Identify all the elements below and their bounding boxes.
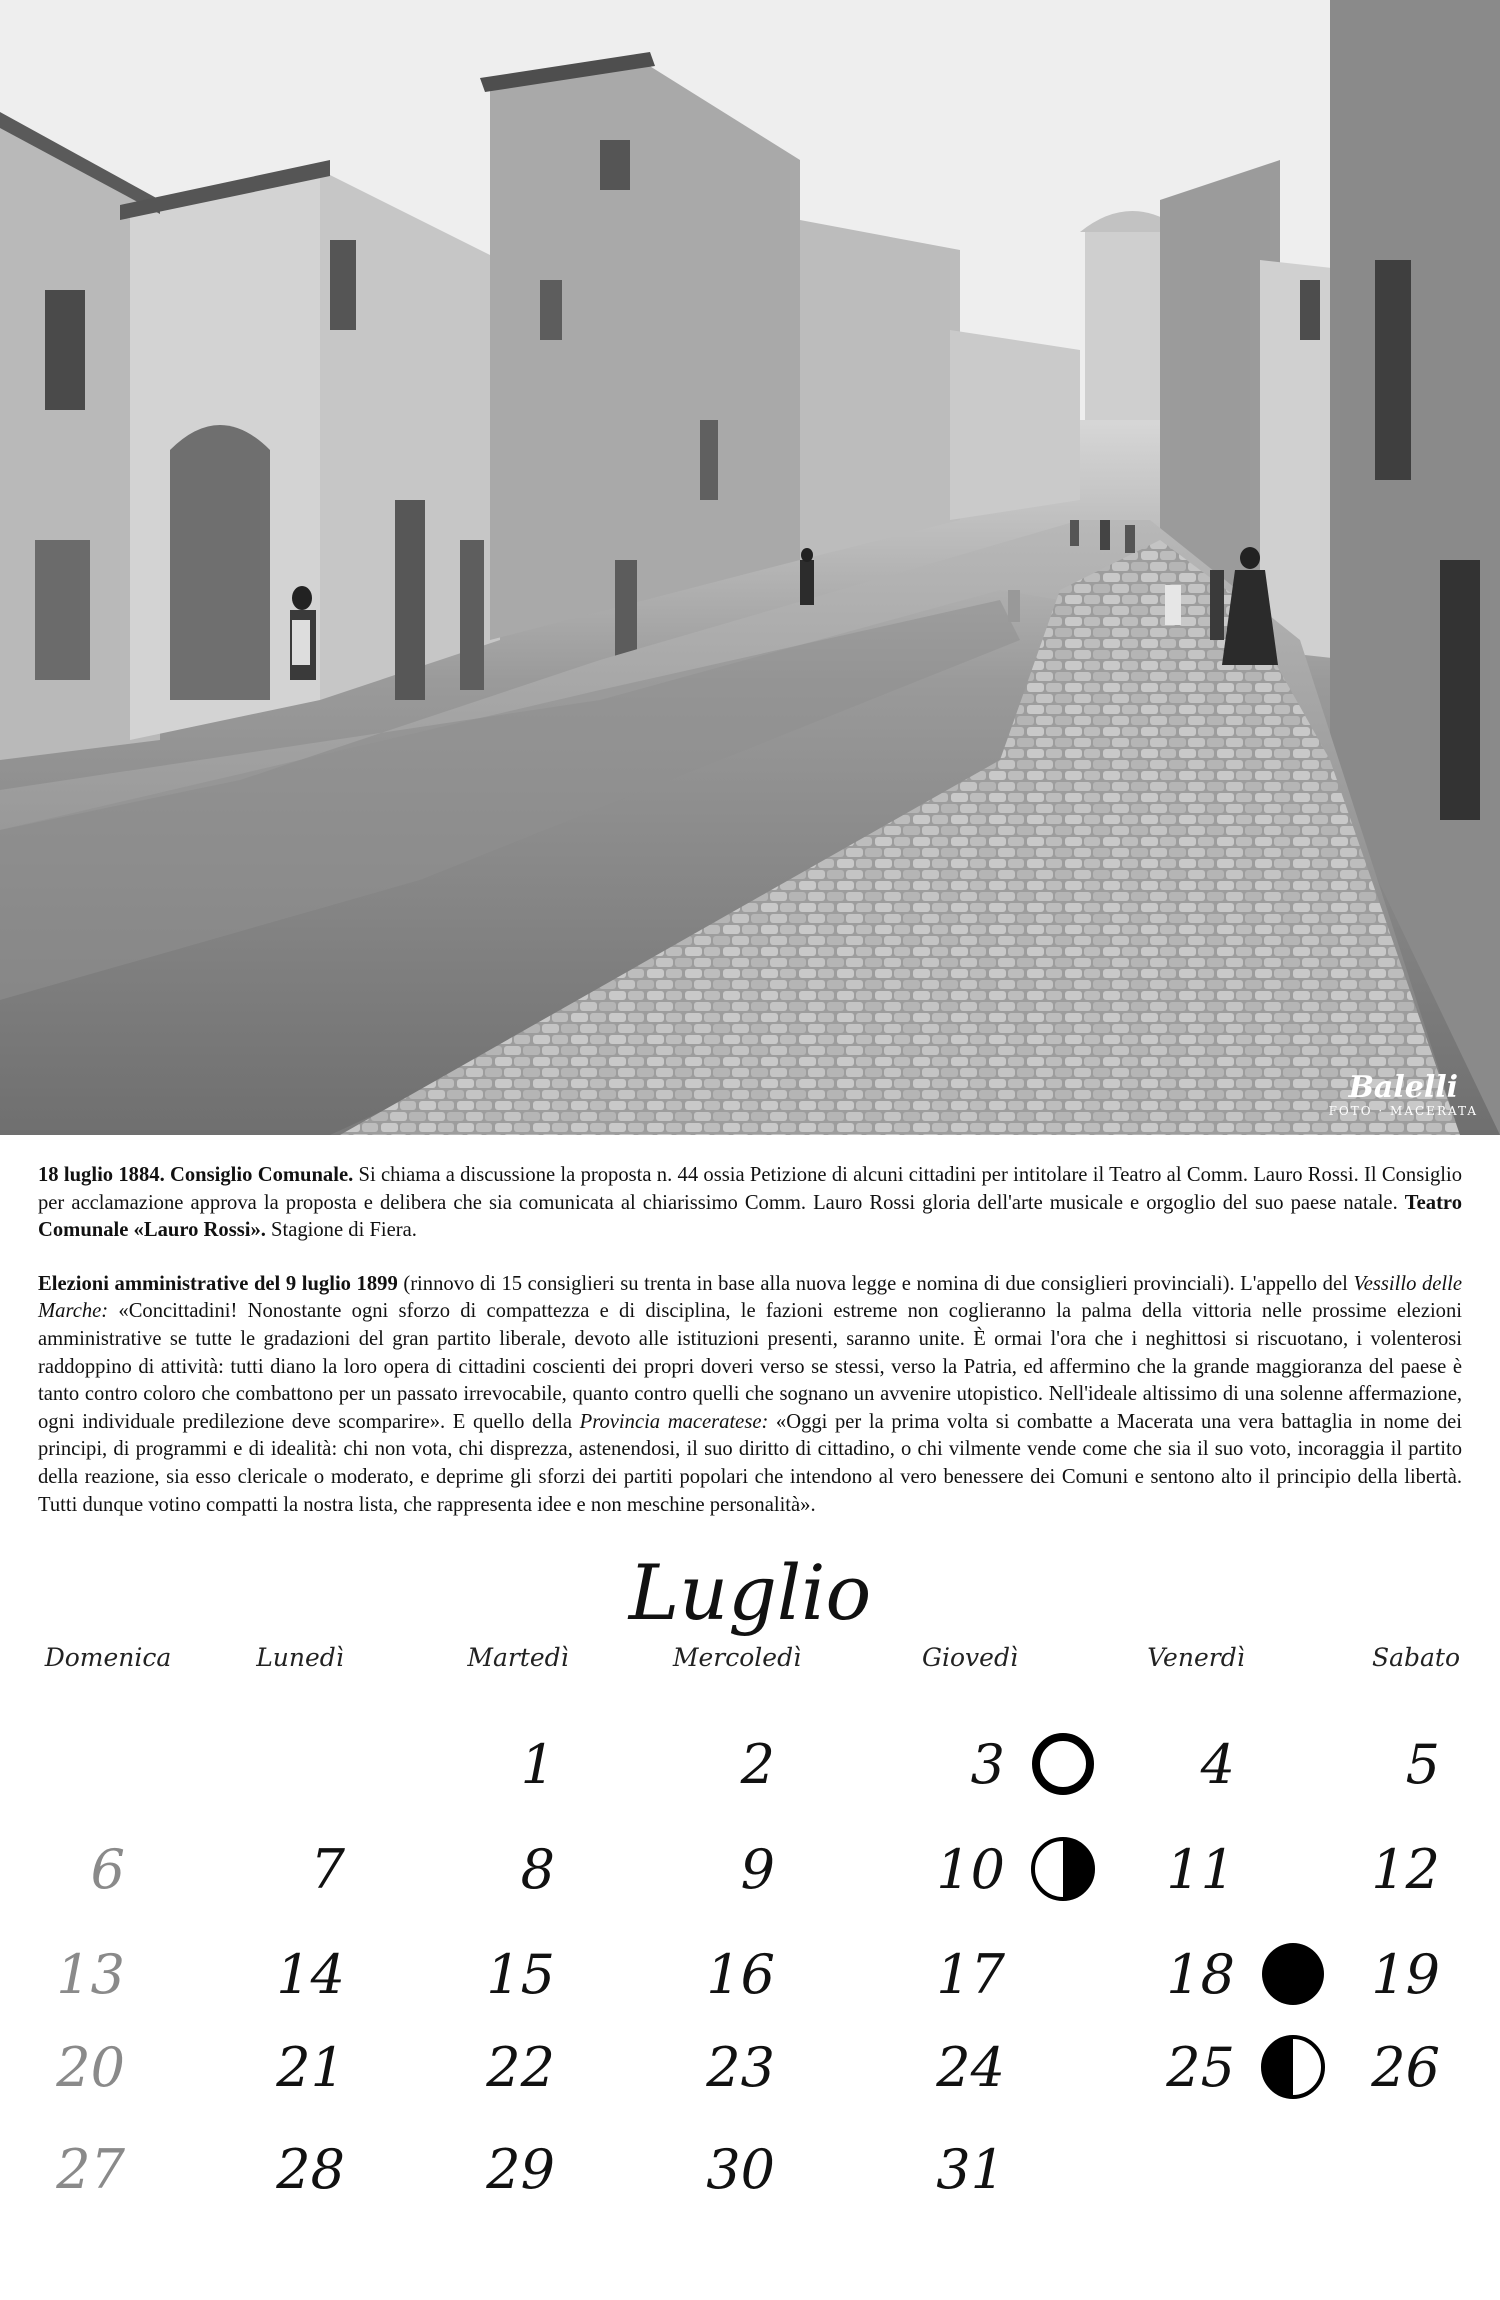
italic-run: Vessillo delle Marche: bbox=[38, 1272, 1462, 1323]
street-photo bbox=[0, 0, 1500, 1135]
paragraph-1899 bbox=[38, 1271, 1462, 1519]
calendar-day-13: 13 bbox=[56, 1943, 125, 2006]
calendar-day-6: 6 bbox=[90, 1838, 125, 1901]
text-run: «Concittadini! Nonostante ogni sforzo di compattezza e di disciplina, le fazioni estreme non coglieranno la palma della vittoria nelle prossime elezioni amministrative se tutte le gradazioni del gran partito liberale, devoto alle istituzioni presenti, saranno unite. È ormai l'ora che i neghittosi si riscuotano, i volenterosi raddoppino di attività: tutti diano la loro opera di cittadini coscienti dei propri doveri verso se stessi, verso la Patria, ed affermino che la grande maggioranza del paese è tanto contro coloro che combattono per un passato irrevocabile, quanto contro quelli che sognano un avvenire utopistico. Nell'ideale altissimo di una solenne affermazione, ogni individuale predilezione deve scomparire». E quello della bbox=[38, 1300, 1462, 1433]
calendar-day-26: 26 bbox=[1371, 2036, 1440, 2099]
weekday-label-6: Sabato bbox=[1371, 1643, 1461, 1672]
first-quarter-icon bbox=[1260, 2034, 1326, 2100]
calendar-day-1: 1 bbox=[520, 1733, 555, 1796]
new-moon-icon bbox=[1260, 1941, 1326, 2007]
calendar-day-21: 21 bbox=[276, 2036, 345, 2099]
calendar-day-11: 11 bbox=[1166, 1838, 1235, 1901]
calendar-day-10: 10 bbox=[936, 1838, 1005, 1901]
calendar-day-20: 20 bbox=[56, 2036, 125, 2099]
weekday-label-5: Venerdì bbox=[1147, 1643, 1245, 1672]
calendar-grid bbox=[0, 1735, 1500, 2275]
calendar-day-7: 7 bbox=[310, 1838, 345, 1901]
calendar-day-30: 30 bbox=[706, 2138, 775, 2201]
weekday-header bbox=[0, 1643, 1500, 1683]
calendar-day-24: 24 bbox=[936, 2036, 1005, 2099]
calendar-day-15: 15 bbox=[486, 1943, 555, 2006]
calendar-day-3: 3 bbox=[970, 1733, 1005, 1796]
calendar-day-31: 31 bbox=[936, 2138, 1005, 2201]
calendar-day-4: 4 bbox=[1200, 1733, 1235, 1796]
calendar-day-25: 25 bbox=[1166, 2036, 1235, 2099]
month-title: Luglio bbox=[628, 1548, 872, 1637]
historical-text bbox=[38, 1162, 1462, 1545]
calendar-day-27: 27 bbox=[56, 2138, 125, 2201]
calendar-day-12: 12 bbox=[1371, 1838, 1440, 1901]
calendar-day-22: 22 bbox=[486, 2036, 555, 2099]
paragraph-1884 bbox=[38, 1162, 1462, 1245]
calendar-day-28: 28 bbox=[276, 2138, 345, 2201]
last-quarter-icon bbox=[1030, 1836, 1096, 1902]
calendar-day-16: 16 bbox=[706, 1943, 775, 2006]
calendar-day-2: 2 bbox=[740, 1733, 775, 1796]
weekday-label-4: Giovedì bbox=[922, 1643, 1018, 1672]
calendar-day-23: 23 bbox=[706, 2036, 775, 2099]
photo-credit bbox=[1328, 1070, 1478, 1119]
calendar-day-5: 5 bbox=[1405, 1733, 1440, 1796]
calendar-day-8: 8 bbox=[520, 1838, 555, 1901]
bold-run: Teatro Comunale «Lauro Rossi». bbox=[38, 1191, 1462, 1242]
full-moon-icon bbox=[1030, 1731, 1096, 1797]
bold-run: 18 luglio 1884. Consiglio Comunale. bbox=[38, 1164, 354, 1186]
weekday-label-1: Lunedì bbox=[256, 1643, 344, 1672]
weekday-label-2: Martedì bbox=[467, 1643, 569, 1672]
photographer-signature: Balelli bbox=[1348, 1070, 1459, 1105]
text-run: (rinnovo di 15 consiglieri su trenta in base alla nuova legge e nomina di due consiglieri provinciali). L'appello del bbox=[397, 1272, 1354, 1295]
calendar-day-9: 9 bbox=[740, 1838, 775, 1901]
calendar-day-29: 29 bbox=[486, 2138, 555, 2201]
italic-run: Provincia maceratese: bbox=[579, 1410, 769, 1433]
text-run: Si chiama a discussione la proposta n. 44 ossia Petizione di alcuni cittadini per intitolare il Teatro al Comm. Lauro Rossi. Il Consiglio per acclamazione approva la proposta e delibera che sia comunicata al chiarissimo Comm. Lauro Rossi gloria dell'arte musicale e orgoglio del suo paese natale. bbox=[38, 1164, 1462, 1214]
calendar-day-14: 14 bbox=[276, 1943, 345, 2006]
calendar-day-17: 17 bbox=[936, 1943, 1005, 2006]
bold-run: Elezioni amministrative del 9 luglio 1899 bbox=[38, 1272, 398, 1295]
calendar-day-18: 18 bbox=[1166, 1943, 1235, 2006]
weekday-label-3: Mercoledì bbox=[672, 1643, 802, 1672]
calendar-day-19: 19 bbox=[1371, 1943, 1440, 2006]
street-scene-illustration bbox=[0, 0, 1500, 1135]
text-run: Stagione di Fiera. bbox=[265, 1219, 417, 1242]
photographer-place: FOTO · MACERATA bbox=[1328, 1104, 1478, 1118]
text-run: «Oggi per la prima volta si combatte a Macerata una vera battaglia in nome dei principi, di programmi e di idealità: chi non vota, chi disprezza, astenendosi, il suo diritto di cittadino, o chi vilmente vende come che sia il suo voto, incoraggia il partito della reazione, sia esso clericale o moderato, e deprime gli sforzi dei partiti popolari che intendono al vero benessere dei Comuni e sentono alto il principio della libertà. Tutti dunque votino compatti la nostra lista, che rappresenta idee e non meschine personalità». bbox=[38, 1410, 1462, 1516]
weekday-label-0: Domenica bbox=[44, 1643, 172, 1672]
